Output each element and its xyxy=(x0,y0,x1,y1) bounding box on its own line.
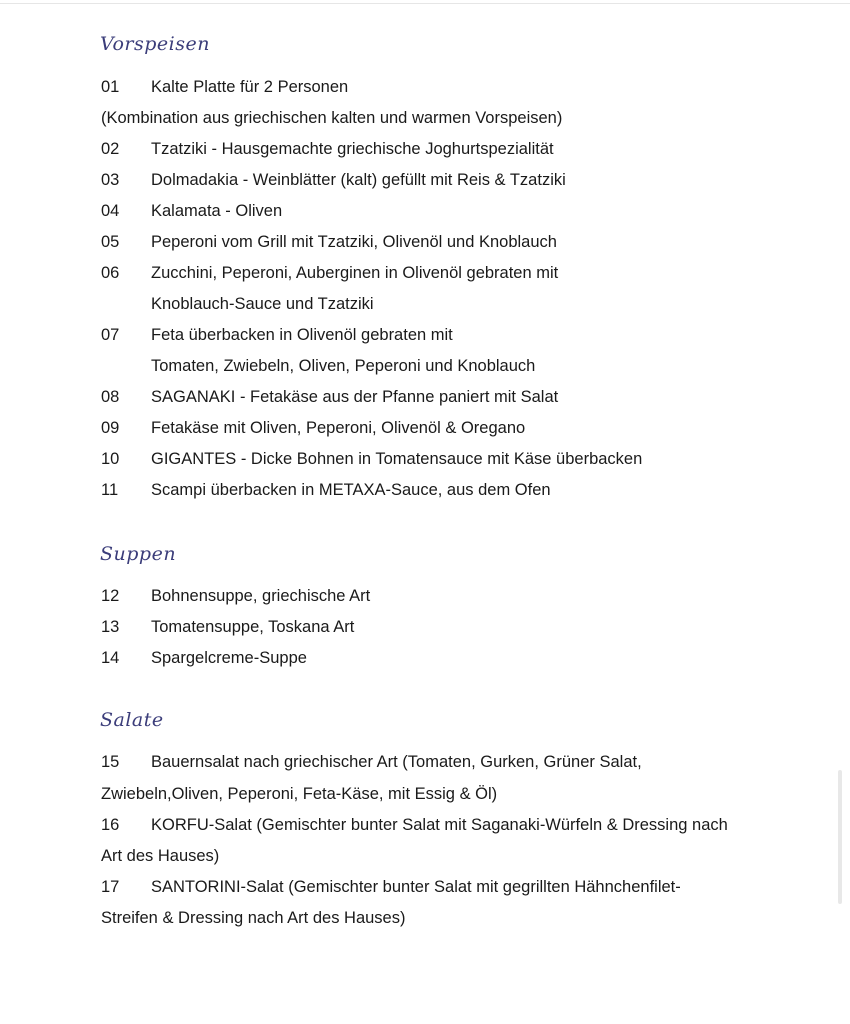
item-number: 04 xyxy=(101,202,120,220)
item-number: 11 xyxy=(101,481,119,499)
item-description: Spargelcreme-Suppe xyxy=(151,649,307,667)
item-description: Bohnensuppe, griechische Art xyxy=(151,587,371,605)
item-number: 12 xyxy=(101,587,120,605)
item-description-cont: (Kombination aus griechischen kalten und warmen Vorspeisen) xyxy=(101,109,563,127)
item-number: 06 xyxy=(101,264,120,282)
item-description: Bauernsalat nach griechischer Art (Tomaten, Gurken, Grüner Salat, xyxy=(151,753,642,771)
item-description: SAGANAKI - Fetakäse aus der Pfanne paniert mit Salat xyxy=(151,388,559,406)
scrollbar[interactable] xyxy=(838,770,842,904)
item-description: Feta überbacken in Olivenöl gebraten mit xyxy=(151,326,453,344)
section-heading-vorspeisen: Vorspeisen xyxy=(100,33,210,55)
item-description-cont: Streifen & Dressing nach Art des Hauses) xyxy=(101,909,406,927)
item-number: 05 xyxy=(101,233,120,251)
item-description: KORFU-Salat (Gemischter bunter Salat mit Saganaki-Würfeln & Dressing nach xyxy=(151,816,728,834)
item-description-cont: Zwiebeln,Oliven, Peperoni, Feta-Käse, mit Essig & Öl) xyxy=(101,785,498,803)
item-description: Tzatziki - Hausgemachte griechische Joghurtspezialität xyxy=(151,140,554,158)
item-description-cont: Knoblauch-Sauce und Tzatziki xyxy=(151,295,374,313)
item-number: 17 xyxy=(101,878,120,896)
section-heading-salate: Salate xyxy=(100,709,164,731)
item-description: SANTORINI-Salat (Gemischter bunter Salat mit gegrillten Hähnchenfilet- xyxy=(151,878,681,896)
item-description: Dolmadakia - Weinblätter (kalt) gefüllt mit Reis & Tzatziki xyxy=(151,171,566,189)
item-number: 16 xyxy=(101,816,120,834)
item-description: Tomatensuppe, Toskana Art xyxy=(151,618,355,636)
item-number: 15 xyxy=(101,753,120,771)
item-number: 13 xyxy=(101,618,120,636)
section-heading-suppen: Suppen xyxy=(100,543,177,565)
item-description: Kalte Platte für 2 Personen xyxy=(151,78,349,96)
item-number: 09 xyxy=(101,419,120,437)
item-description: Peperoni vom Grill mit Tzatziki, Olivenöl und Knoblauch xyxy=(151,233,557,251)
item-description-cont: Art des Hauses) xyxy=(101,847,220,865)
top-divider xyxy=(0,3,850,4)
item-description: Zucchini, Peperoni, Auberginen in Olivenöl gebraten mit xyxy=(151,264,559,282)
item-description: Scampi überbacken in METAXA-Sauce, aus dem Ofen xyxy=(151,481,551,499)
item-description: Kalamata - Oliven xyxy=(151,202,283,220)
item-number: 01 xyxy=(101,78,120,96)
item-number: 02 xyxy=(101,140,120,158)
item-number: 03 xyxy=(101,171,120,189)
item-description-cont: Tomaten, Zwiebeln, Oliven, Peperoni und Knoblauch xyxy=(151,357,536,375)
item-number: 07 xyxy=(101,326,120,344)
item-description: Fetakäse mit Oliven, Peperoni, Olivenöl & Oregano xyxy=(151,419,526,437)
item-number: 10 xyxy=(101,450,120,468)
item-number: 08 xyxy=(101,388,120,406)
item-description: GIGANTES - Dicke Bohnen in Tomatensauce mit Käse überbacken xyxy=(151,450,643,468)
item-number: 14 xyxy=(101,649,120,667)
